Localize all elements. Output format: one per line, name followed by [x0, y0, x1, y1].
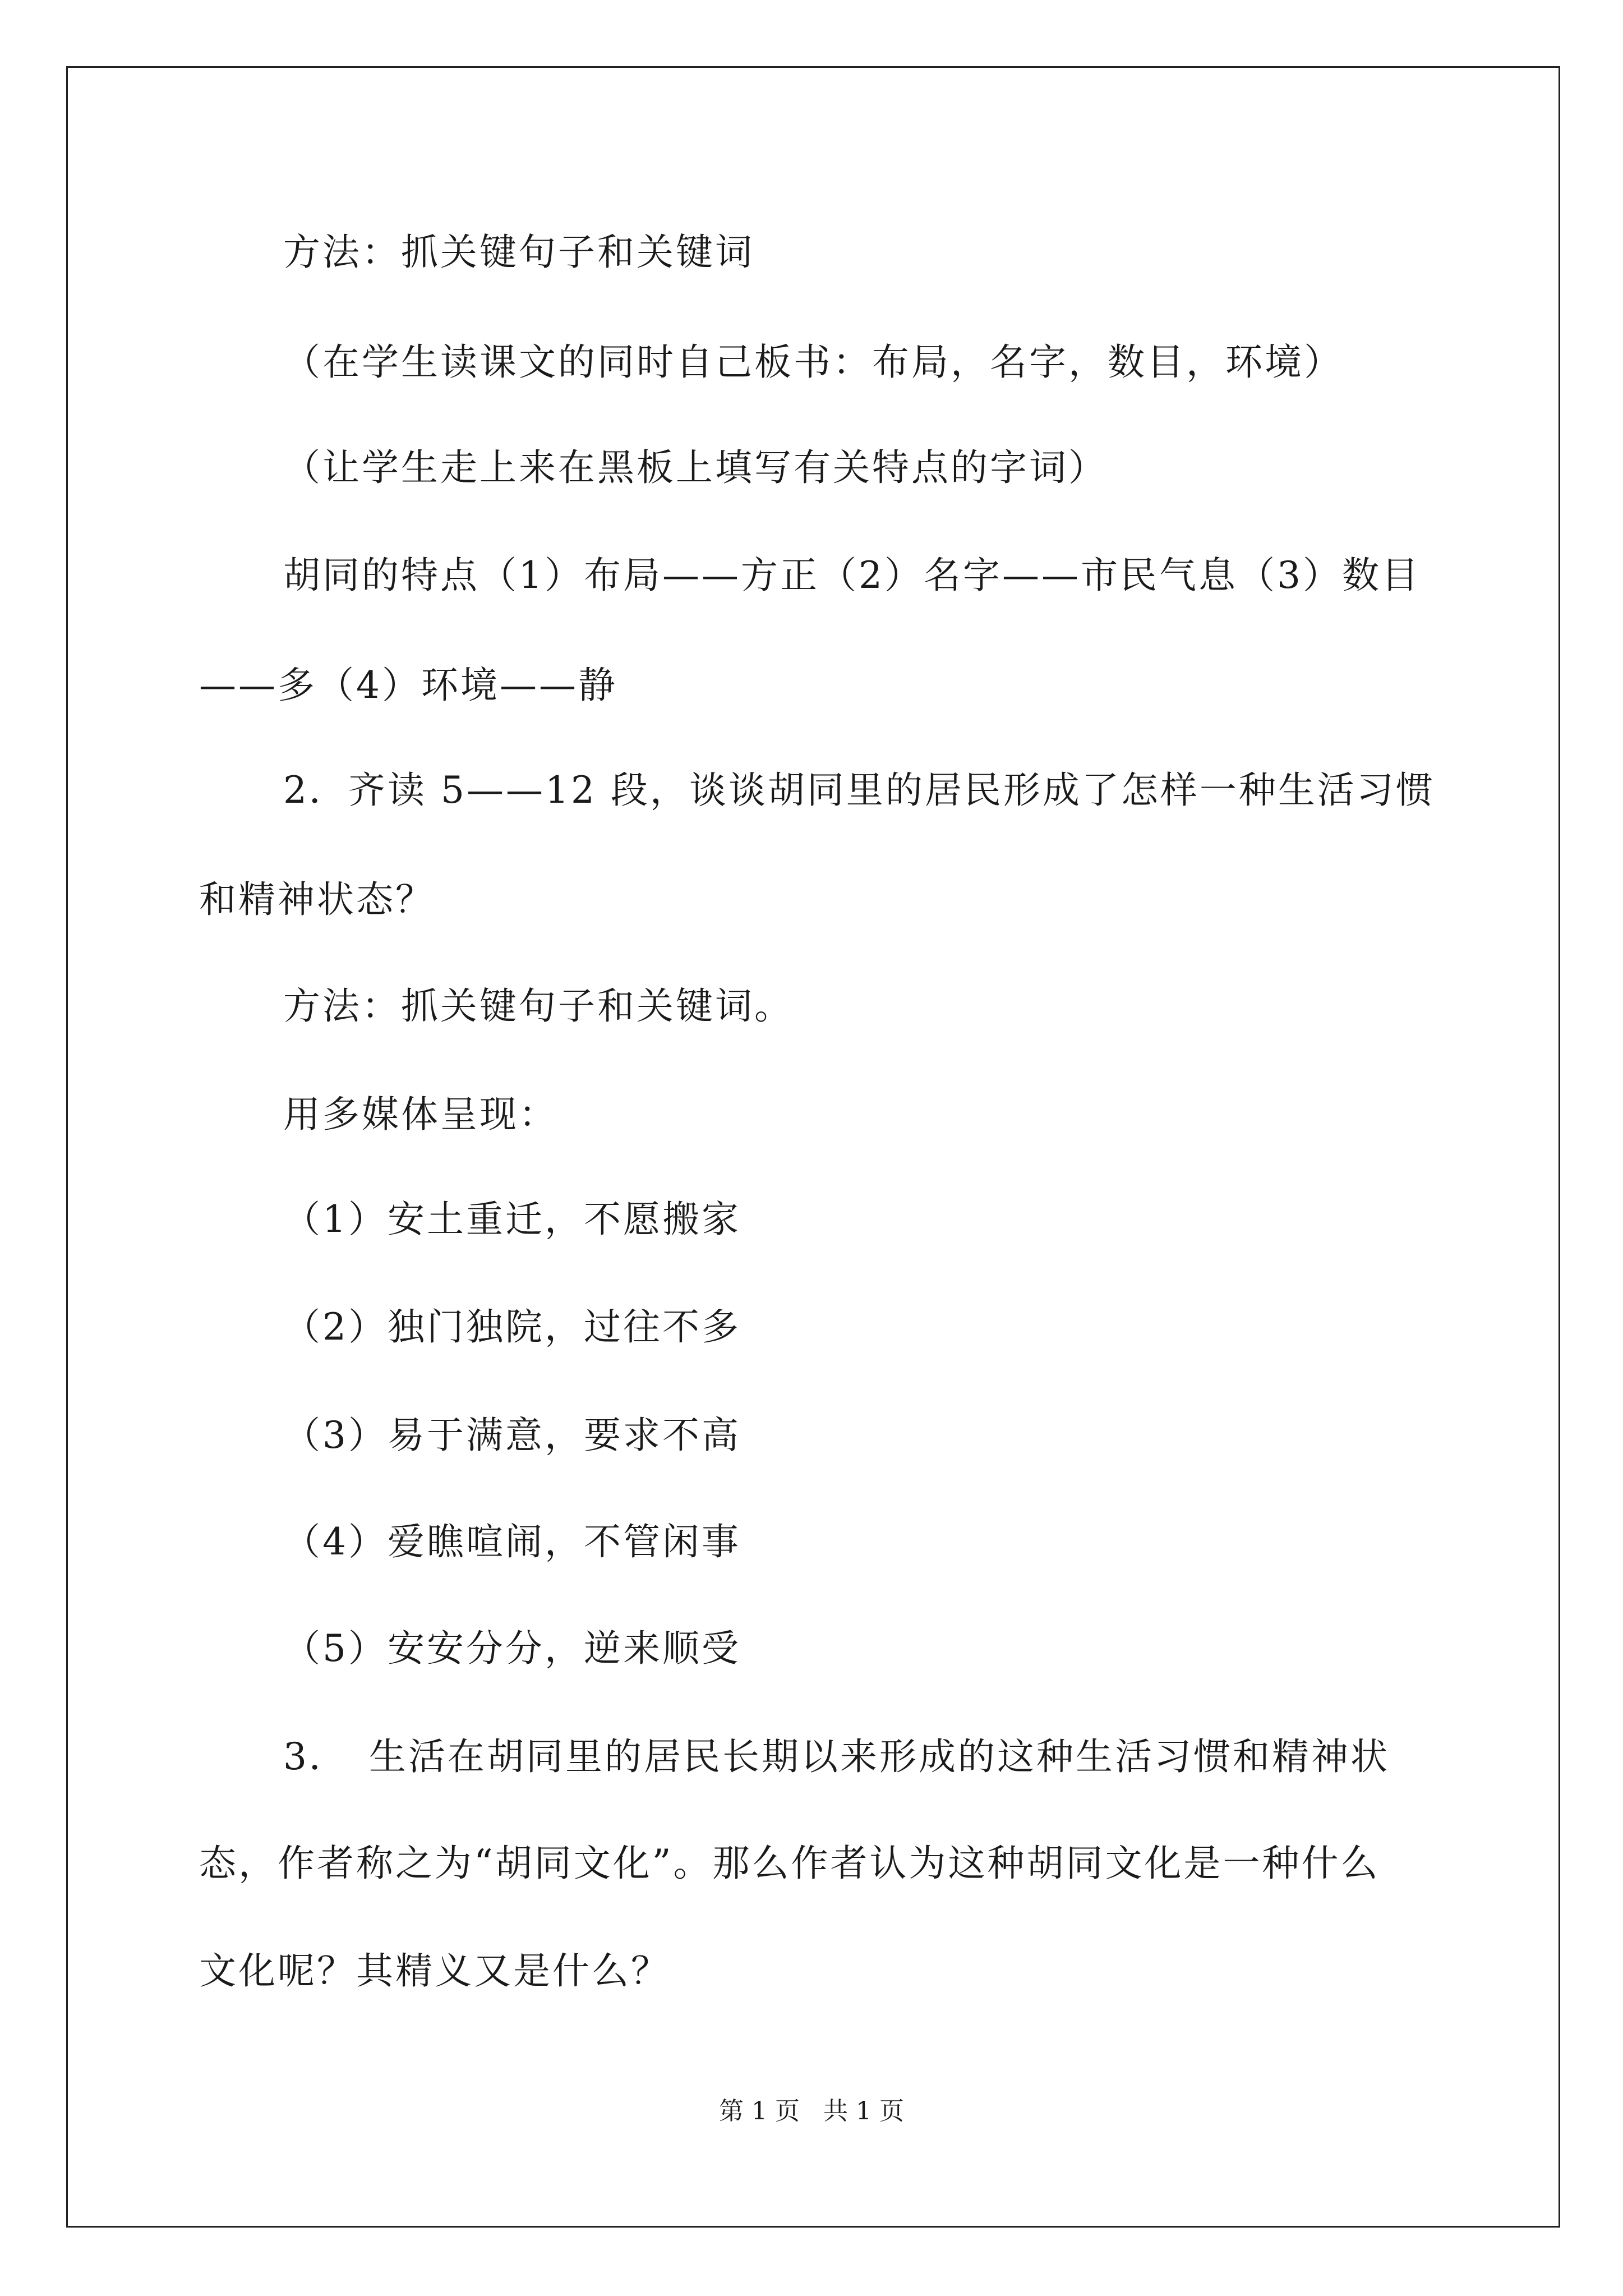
- paragraph-method-2: 方法：抓关键句子和关键词。: [283, 984, 794, 1028]
- paragraph-board-note: （在学生读课文的同时自己板书：布局，名字，数目，环境）: [283, 341, 1343, 384]
- list-item-1: （1）安土重迁，不愿搬家: [283, 1198, 741, 1241]
- paragraph-question-3: 3． 生活在胡同里的居民长期以来形成的这种生活习惯和精神状: [283, 1735, 1390, 1778]
- paragraph-hutong-features: 胡同的特点（1）布局——方正（2）名字——市民气息（3）数目: [283, 554, 1421, 597]
- paragraph-question-3-cont: 态，作者称之为“胡同文化”。那么作者认为这种胡同文化是一种什么: [199, 1842, 1380, 1885]
- paragraph-student-note: （让学生走上来在黑板上填写有关特点的字词）: [283, 446, 1108, 489]
- paragraph-question-3-end: 文化呢？其精义又是什么？: [199, 1949, 670, 1993]
- paragraph-multimedia: 用多媒体呈现：: [283, 1093, 558, 1136]
- paragraph-question-2-cont: 和精神状态？: [199, 878, 435, 921]
- paragraph-method: 方法：抓关键句子和关键词: [283, 231, 754, 274]
- paragraph-question-2: 2．齐读 5——12 段，谈谈胡同里的居民形成了怎样一种生活习惯: [283, 769, 1435, 812]
- page-border: [66, 66, 1560, 2228]
- list-item-2: （2）独门独院，过往不多: [283, 1305, 741, 1349]
- list-item-3: （3）易于满意，要求不高: [283, 1414, 741, 1457]
- page-number-current: 第 1 页: [719, 2097, 800, 2125]
- page-number-total: 共 1 页: [823, 2097, 904, 2125]
- paragraph-hutong-features-cont: ——多（4）环境——静: [199, 664, 617, 707]
- list-item-5: （5）安安分分，逆来顺受: [283, 1627, 741, 1670]
- page-footer: [0, 2091, 1623, 2127]
- list-item-4: （4）爱瞧喧闹，不管闲事: [283, 1520, 741, 1563]
